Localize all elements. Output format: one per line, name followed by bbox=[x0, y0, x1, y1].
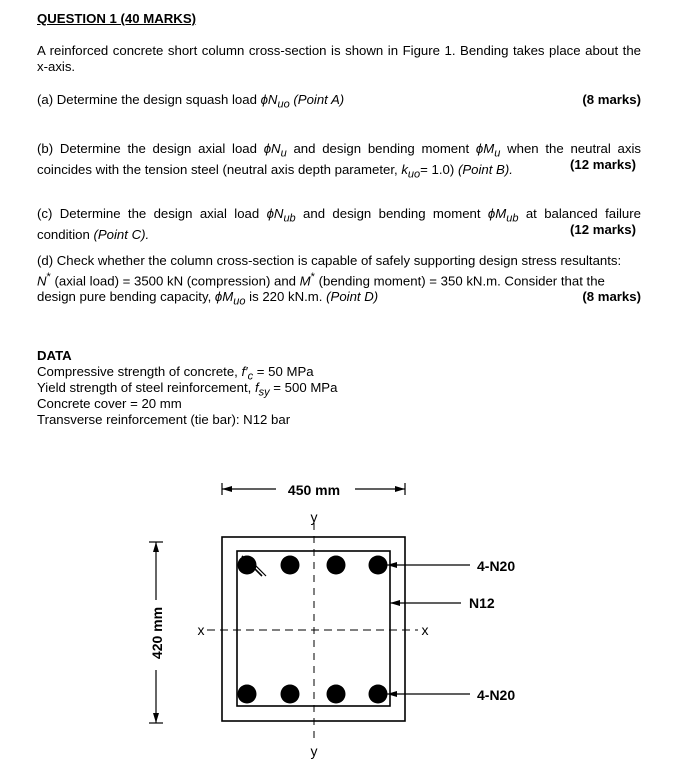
part-b-marks: (12 marks) bbox=[570, 157, 636, 172]
top-bar-4 bbox=[369, 556, 388, 575]
x-axis-left-label: x bbox=[197, 622, 205, 638]
width-dimension bbox=[222, 482, 405, 498]
part-b: (b) Determine the design axial load $\phi N_u$ and design bending moment $\phi M_u$ when the neutral axis coincides with the tension steel (neutral axis depth parameter, $k_{uo}= 1.0$) (Point B). bbox=[37, 141, 641, 181]
bottom-bar-4 bbox=[369, 685, 388, 704]
data-fc: Compressive strength of concrete, $f'_c = 50$ MPa bbox=[37, 364, 314, 383]
bottom-bar-2 bbox=[281, 685, 300, 704]
top-bar-3 bbox=[327, 556, 346, 575]
part-a-marks: (8 marks) bbox=[582, 92, 641, 107]
part-c: (c) Determine the design axial load $\phi N_{ub}$ and design bending moment $\phi M_{ub}$ at balanced failure condition (Point C). bbox=[37, 206, 641, 242]
part-d-line1: (d) Check whether the column cross-section is capable of safely supporting design stress resultants: bbox=[37, 253, 622, 268]
y-axis-top-label: y bbox=[310, 509, 318, 525]
x-axis-right-label: x bbox=[421, 622, 429, 638]
part-a-text: (a) Determine the design squash load $\phi N_{uo}$ (Point A) bbox=[37, 92, 345, 111]
height-dimension bbox=[149, 542, 165, 723]
y-axis-bottom-label: y bbox=[310, 743, 318, 759]
question-intro: A reinforced concrete short column cross-section is shown in Figure 1. Bending takes place about the x-axis. bbox=[37, 43, 641, 74]
bottom-bar-3 bbox=[327, 685, 346, 704]
part-d-line3: design pure bending capacity, $\phi M_{uo}$ is 220 kN.m. (Point D) (8 marks) bbox=[37, 289, 641, 309]
top-bar-1 bbox=[238, 556, 257, 575]
part-d-marks: (8 marks) bbox=[582, 289, 641, 305]
data-fsy: Yield strength of steel reinforcement, $f_{sy} = 500$ MPa bbox=[37, 380, 338, 399]
bottom-bars-label: 4-N20 bbox=[477, 687, 516, 703]
bottom-bar-1 bbox=[238, 685, 257, 704]
data-title: DATA bbox=[37, 348, 72, 363]
width-label: 450 mm bbox=[287, 482, 341, 498]
part-d-line2: N* (axial load) = 3500 kN (compression) and M* (bending moment) = 350 kN.m. Consider that the bbox=[37, 271, 605, 289]
tie-label: N12 bbox=[469, 595, 495, 611]
top-bars-label: 4-N20 bbox=[477, 558, 516, 574]
data-cover: Concrete cover = 20 mm bbox=[37, 396, 182, 411]
part-c-marks: (12 marks) bbox=[570, 222, 636, 237]
top-bar-2 bbox=[281, 556, 300, 575]
data-tie: Transverse reinforcement (tie bar): N12 bar bbox=[37, 412, 291, 427]
question-title: QUESTION 1 (40 MARKS) bbox=[37, 11, 197, 26]
height-label: 420 mm bbox=[149, 606, 165, 660]
